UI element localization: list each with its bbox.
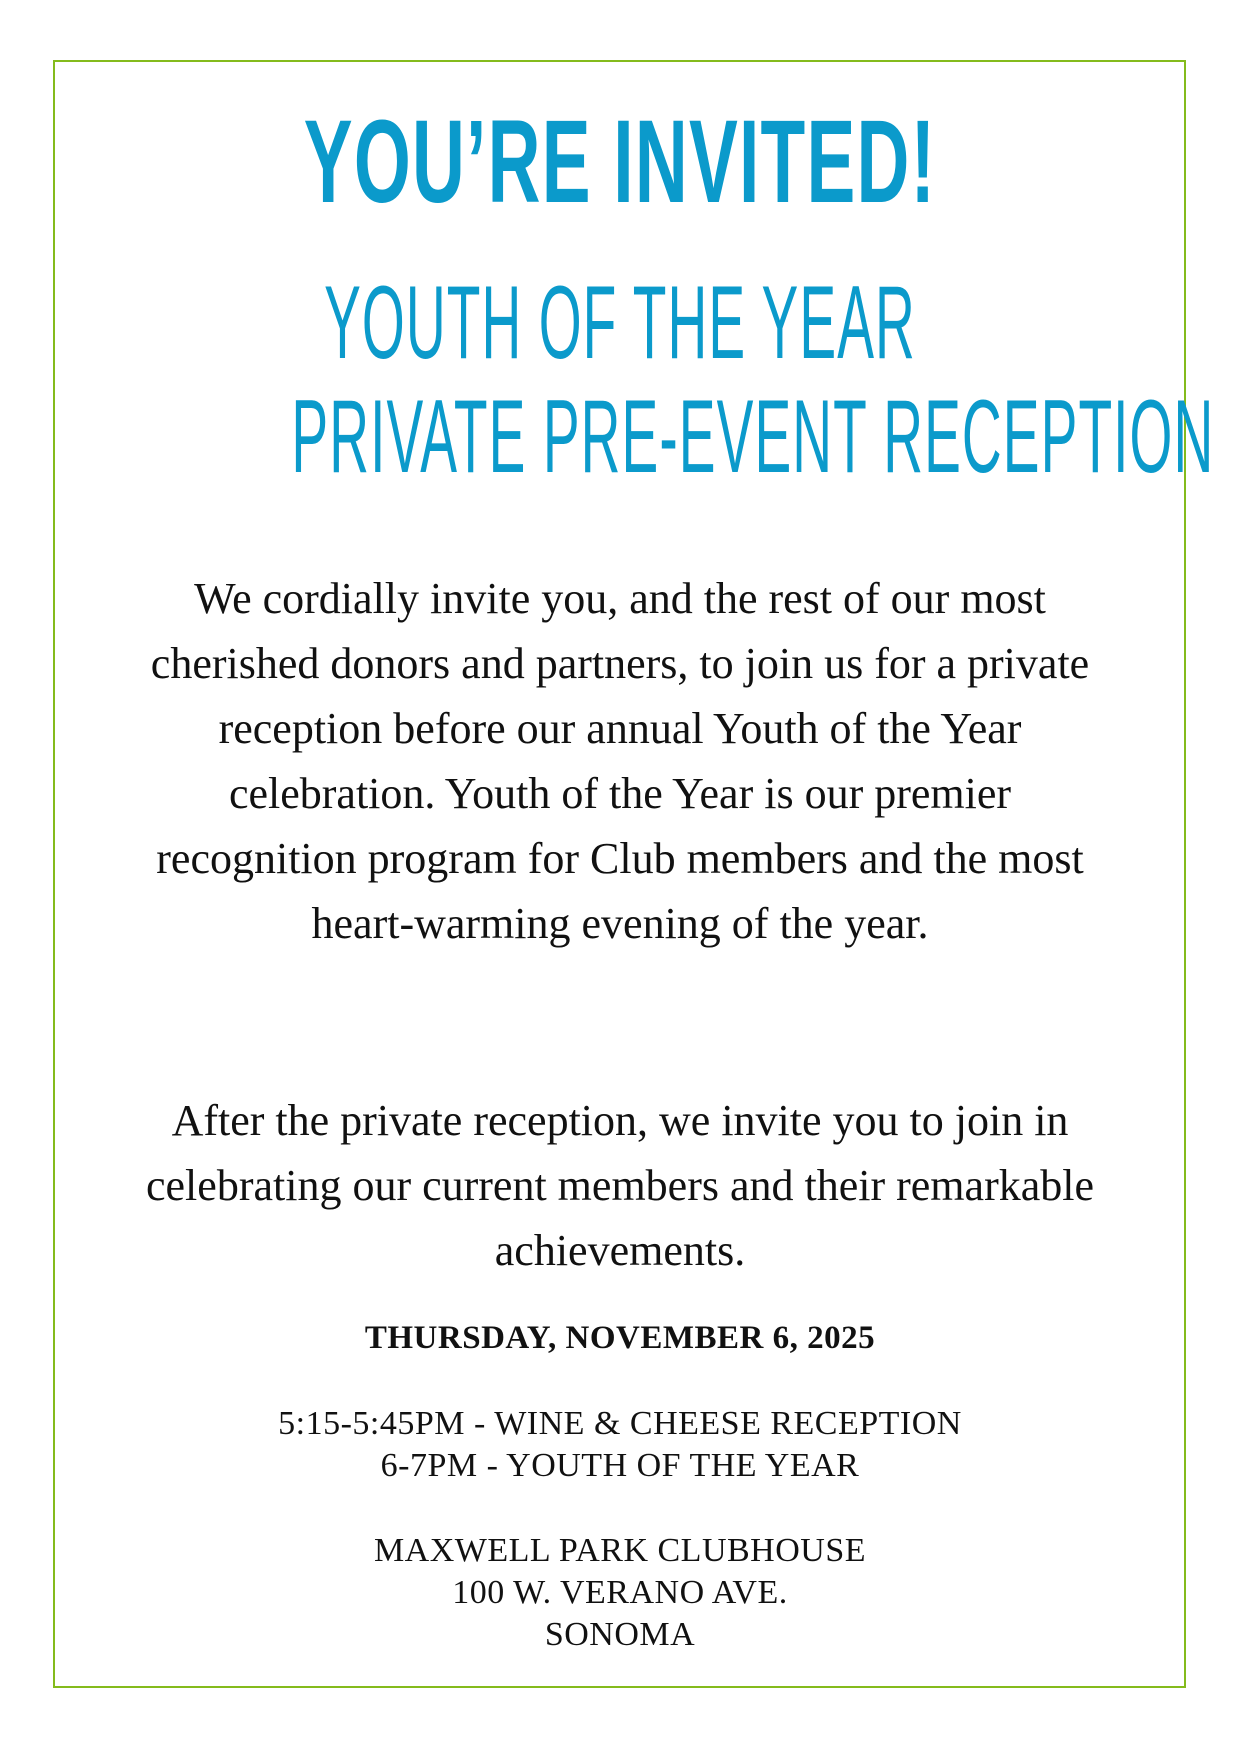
schedule-item-reception: 5:15-5:45PM - WINE & CHEESE RECEPTION: [278, 1405, 962, 1442]
event-schedule: [0, 1403, 1240, 1487]
venue-city: SONOMA: [544, 1616, 696, 1653]
venue-name: MAXWELL PARK CLUBHOUSE: [373, 1532, 867, 1569]
invitation-paragraph-2: After the private reception, we invite you to join in celebrating our current members and their remarkable achievements.: [146, 1096, 1094, 1275]
invitation-paragraph-1: We cordially invite you, and the rest of our most cherished donors and partners, to join us for a private reception before our annual Youth of the Year celebration. Youth of the Year is our premier recognition program for Club members and the most heart-warming evening of the year.: [150, 574, 1090, 948]
venue-street: 100 W. VERANO AVE.: [452, 1574, 788, 1611]
event-title: YOUTH OF THE YEAR: [324, 265, 916, 381]
schedule-item-main-event: 6-7PM - YOUTH OF THE YEAR: [380, 1447, 860, 1484]
event-subtitle: PRIVATE PRE-EVENT RECEPTION: [291, 379, 1215, 495]
headline: YOU’RE INVITED!: [303, 96, 937, 228]
event-venue: [0, 1530, 1240, 1656]
event-date: THURSDAY, NOVEMBER 6, 2025: [364, 1320, 876, 1356]
